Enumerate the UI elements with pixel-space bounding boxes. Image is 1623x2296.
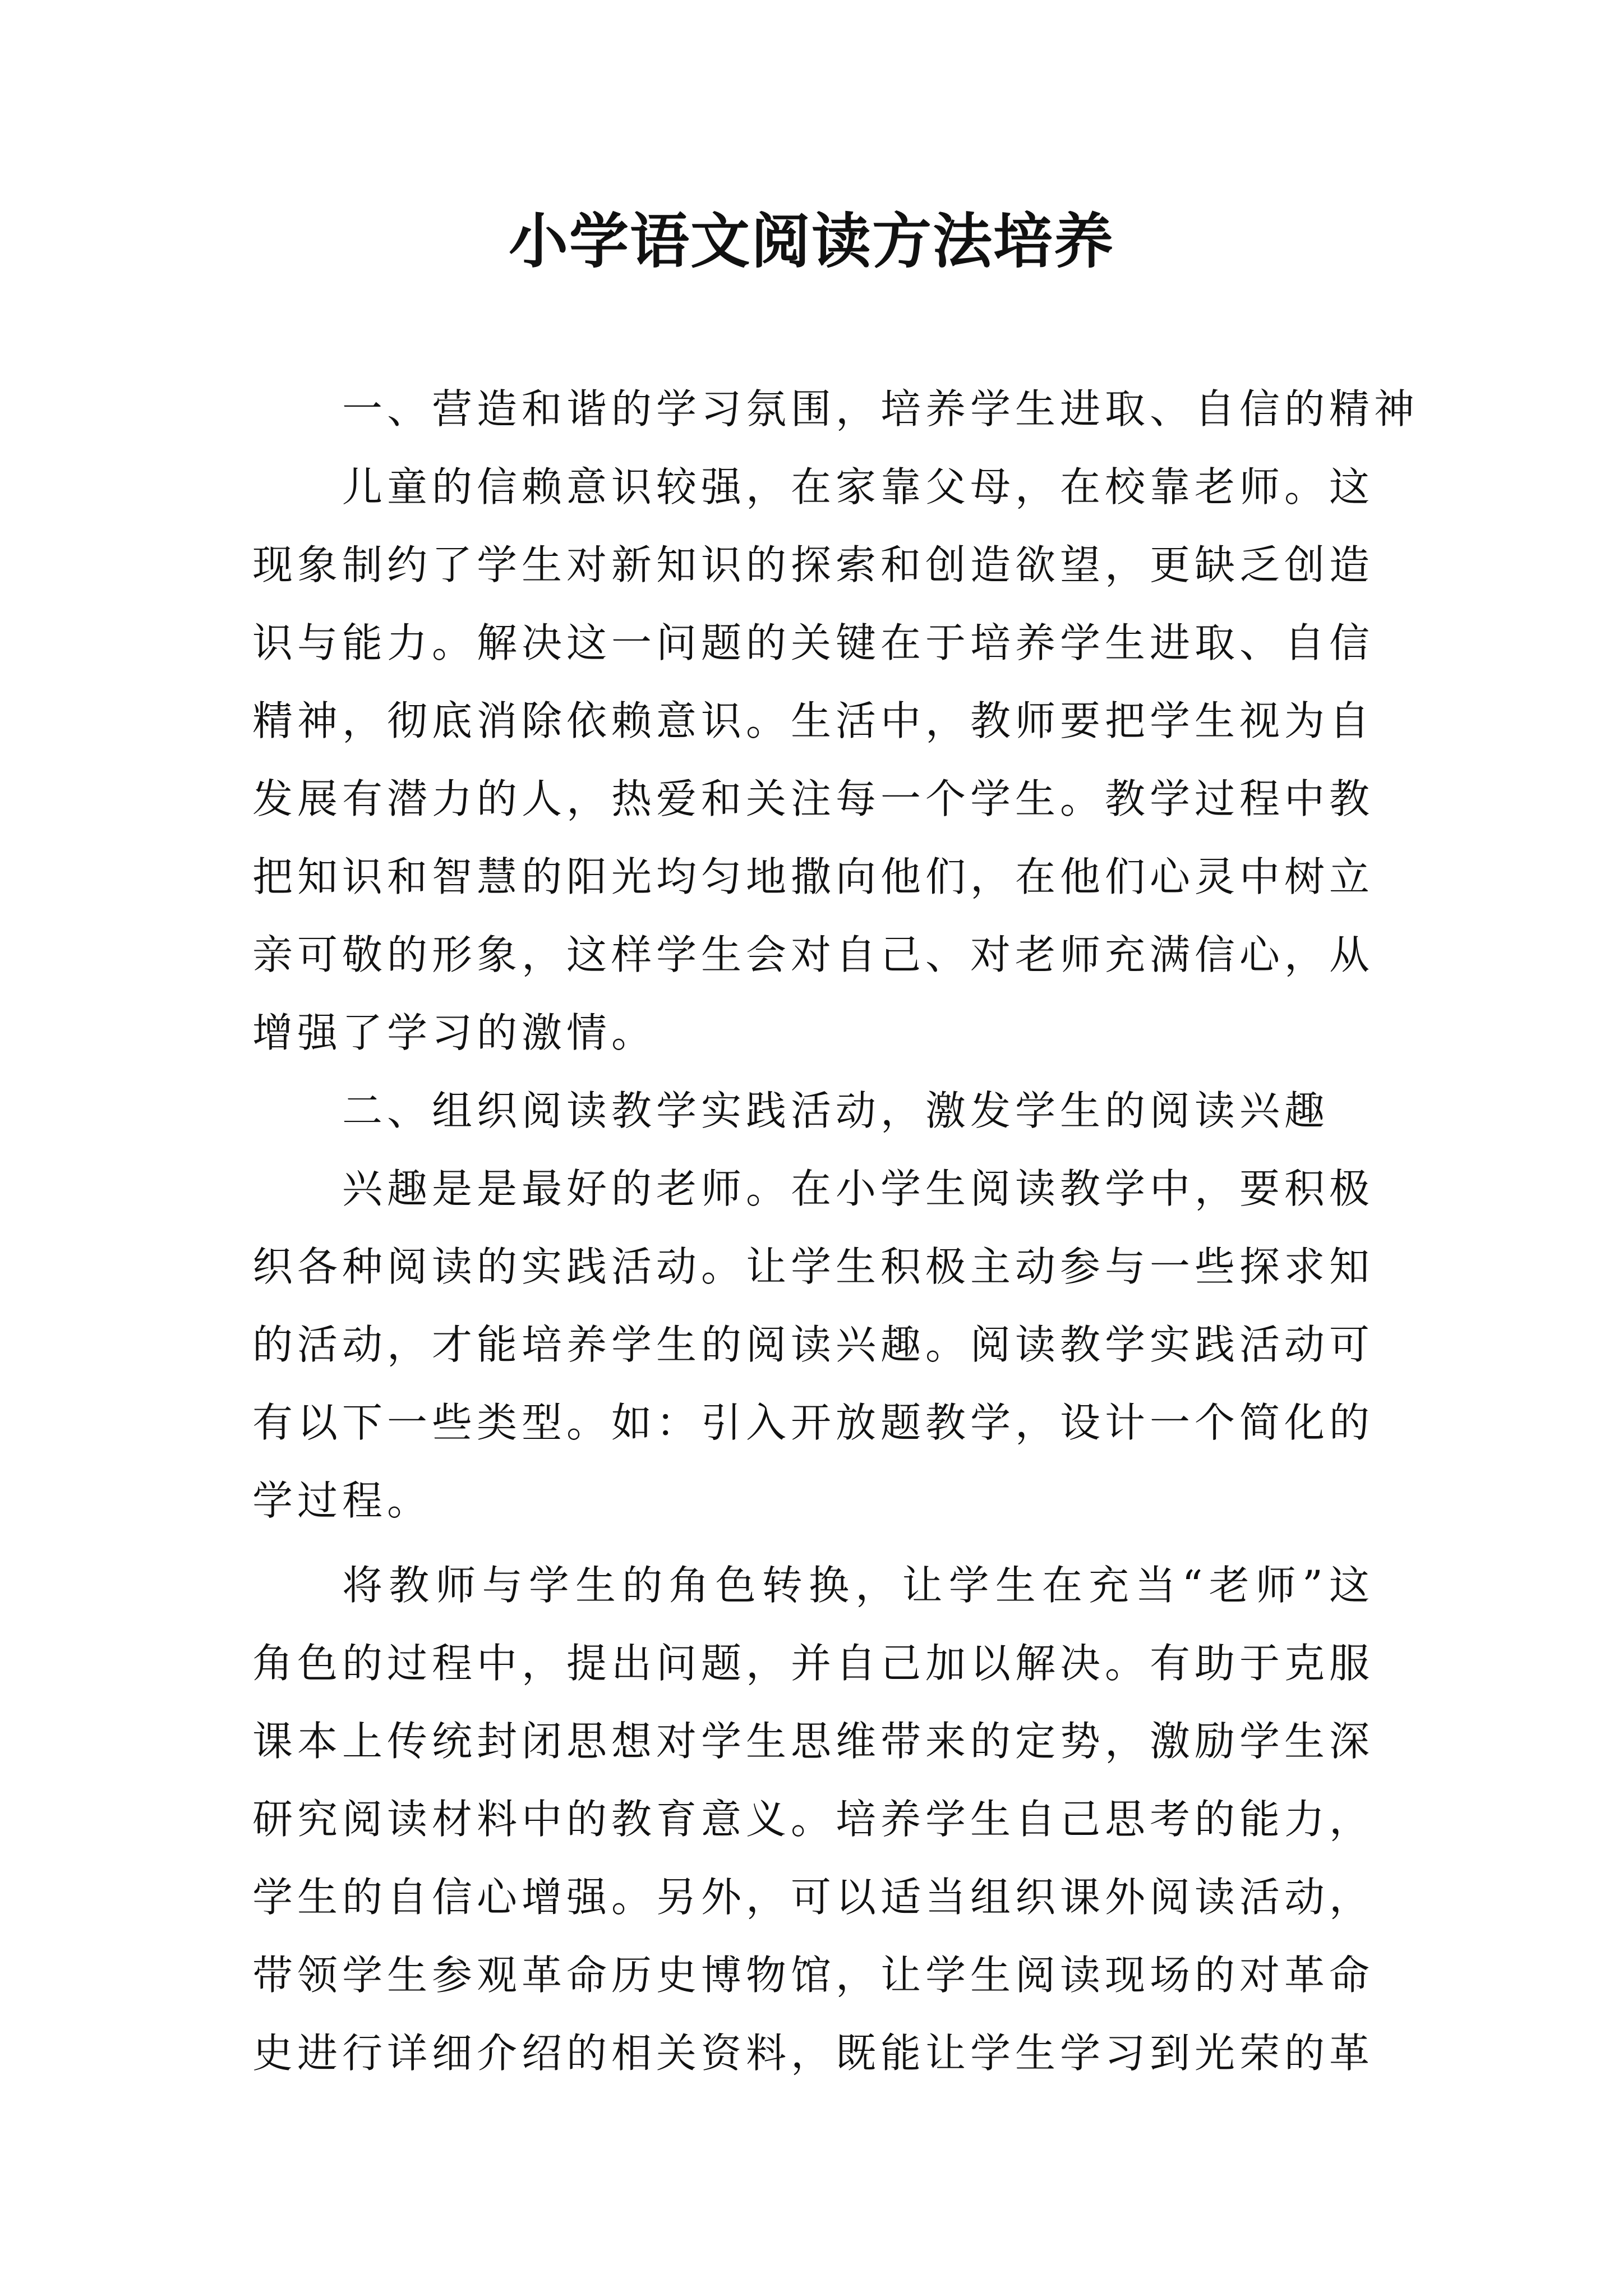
text-line: 带领学生参观革命历史博物馆，让学生阅读现场的对革命 (252, 1952, 1374, 1999)
text-line: 的活动，才能培养学生的阅读兴趣。阅读教学实践活动可 (252, 1321, 1374, 1368)
text-line: 将教师与学生的角色转换，让学生在充当“老师”这 (342, 1562, 1374, 1609)
document-body (252, 370, 1419, 2092)
text-line: 课本上传统封闭思想对学生思维带来的定势，激励学生深 (252, 1718, 1374, 1765)
text-line: 兴趣是是最好的老师。在小学生阅读教学中，要积极 (342, 1165, 1374, 1212)
text-line: 学过程。 (252, 1477, 432, 1524)
text-line: 把知识和智慧的阳光均匀地撒向他们，在他们心灵中树立 (252, 853, 1374, 900)
text-line: 一、营造和谐的学习氛围，培养学生进取、自信的精神 (342, 385, 1419, 432)
text-line: 精神，彻底消除依赖意识。生活中，教师要把学生视为自 (252, 697, 1374, 744)
text-line: 织各种阅读的实践活动。让学生积极主动参与一些探求知 (252, 1243, 1374, 1290)
text-line: 亲可敬的形象，这样学生会对自己、对老师充满信心，从 (252, 931, 1374, 978)
text-line: 学生的自信心增强。另外，可以适当组织课外阅读活动， (252, 1874, 1374, 1921)
text-line: 二、组织阅读教学实践活动，激发学生的阅读兴趣 (342, 1087, 1330, 1134)
text-line: 史进行详细介绍的相关资料，既能让学生学习到光荣的革 (252, 2030, 1374, 2077)
text-line: 现象制约了学生对新知识的探索和创造欲望，更缺乏创造 (252, 541, 1374, 588)
text-line: 有以下一些类型。如：引入开放题教学，设计一个简化的 (252, 1399, 1374, 1446)
text-line: 增强了学习的激情。 (252, 1009, 657, 1056)
text-line: 发展有潜力的人，热爱和关注每一个学生。教学过程中教 (252, 775, 1374, 822)
text-line: 研究阅读材料中的教育意义。培养学生自己思考的能力， (252, 1796, 1374, 1843)
text-line: 儿童的信赖意识较强，在家靠父母，在校靠老师。这 (342, 463, 1374, 510)
document-title: 小学语文阅读方法培养 (509, 206, 1114, 276)
text-line: 识与能力。解决这一问题的关键在于培养学生进取、自信 (252, 619, 1374, 666)
text-line: 角色的过程中，提出问题，并自己加以解决。有助于克服 (252, 1640, 1374, 1687)
